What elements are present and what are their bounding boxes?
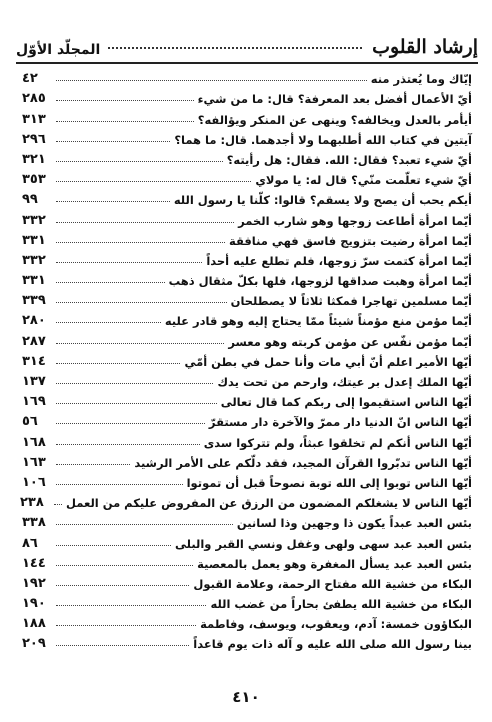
leader-dots (56, 585, 189, 586)
leader-dots (56, 645, 189, 646)
index-entry (22, 470, 472, 490)
entry-page-number: ١٤٤ (22, 555, 46, 571)
entry-text: أيّ شيء تعلّمت منّي؟ قال له: يا مولاي (255, 173, 472, 188)
index-entry (22, 409, 472, 429)
entry-page-number: ٣٣١ (22, 273, 46, 289)
index-entry (22, 591, 472, 611)
leader-dots (56, 121, 194, 122)
leader-dots (56, 605, 206, 606)
leader-dots (56, 464, 130, 465)
entry-text: بئس العبد عبداً يكون ذا وجهين وذا لسانين (236, 516, 472, 531)
leader-dots (56, 201, 170, 202)
entry-page-number: ١٦٣ (22, 454, 46, 470)
entry-page-number: ٣١٣ (22, 111, 46, 127)
index-entry (22, 127, 472, 147)
entry-page-number: ٢٠٩ (22, 636, 46, 652)
leader-dots (56, 100, 194, 101)
entry-text: أيّ الأعمال أفضل بعد المعرفة؟ قال: ما من شيء (197, 92, 472, 107)
index-entry (22, 429, 472, 449)
index-entry (22, 308, 472, 328)
entry-page-number: ٣٣١ (22, 232, 46, 248)
leader-dots (56, 423, 205, 424)
running-header (16, 18, 478, 58)
leader-dots (56, 403, 217, 404)
index-entry (22, 571, 472, 591)
entry-page-number: ٢٩٦ (22, 131, 46, 147)
leader-dots (56, 80, 367, 81)
entry-page-number: ١٦٩ (22, 394, 46, 410)
entry-text: أيّها الناس استقيموا إلى ربكم كما قال تعالى (220, 395, 472, 410)
entry-text: بينا رسول الله صلى الله عليه و آله ذات يوم قاعداً (193, 637, 472, 652)
page-number: ٤١٠ (232, 688, 260, 706)
leader-dots (56, 161, 223, 162)
entry-page-number: ١٦٨ (22, 434, 46, 450)
leader-dots (56, 222, 234, 223)
entry-text: البكاء من خشية الله مفتاح الرحمة، وعلامة القبول (193, 576, 472, 591)
entry-text: أيّما امرأة أطاعت زوجها وهو شارب الخمر (238, 213, 472, 228)
entry-page-number: ١٨٨ (22, 616, 46, 632)
index-entry (19, 490, 472, 511)
index-entry (22, 248, 472, 268)
leader-dots (56, 383, 213, 384)
entry-page-number: ٣٣٢ (22, 252, 46, 268)
header-rule (16, 62, 478, 64)
entry-text: أيّما امرأة رضيت بتزويج فاسق فهي منافقة (229, 233, 472, 248)
index-entry (22, 228, 472, 248)
leader-dots (56, 363, 180, 364)
leader-dots (56, 343, 224, 344)
entry-text: أيّما امرأة كتمت سرّ زوجها، فلم تطلع عليه أحداً (206, 253, 472, 268)
index-entry (22, 268, 472, 288)
index-entry (22, 147, 472, 167)
index-entry (22, 66, 472, 86)
leader-dots (54, 504, 62, 505)
leader-dots (56, 282, 165, 283)
leader-dots (56, 545, 171, 546)
index-entry (22, 288, 472, 308)
entry-page-number: ٢٨٠ (22, 313, 46, 329)
volume-label: المجلّد الأوّل (16, 42, 101, 58)
entry-page-number: ١٩٠ (22, 596, 46, 612)
entry-page-number: ٣٣٢ (22, 212, 46, 228)
index-entry (22, 349, 472, 369)
index-entry (22, 207, 472, 227)
leader-dots (56, 302, 227, 303)
entry-text: بئس العبد عبد سهى ولهى وغفل ونسي القبر والبلى (175, 536, 472, 551)
entry-page-number: ٥٦ (22, 414, 38, 430)
index-entry (22, 86, 472, 106)
entry-text: البكاء من خشية الله يطفئ بحاراً من غضب الله (210, 597, 472, 612)
entry-text: إيّاك وما يُعتذر منه (370, 72, 472, 87)
entry-text: أيكم يحب أن يصح ولا يسقم؟ قالوا: كلّنا يا رسول الله (173, 193, 472, 208)
entry-page-number: ٢٨٧ (22, 333, 46, 349)
entry-text: أيّها الناس توبوا إلى الله توبة نصوحاً قبل أن تموتوا (186, 475, 472, 490)
entry-text: أيّما مؤمن منع مؤمناً شيئاً ممّا يحتاج إليه وهو قادر عليه (164, 314, 472, 329)
leader-dots (56, 484, 183, 485)
entry-text: آيتين في كتاب الله أطلبهما ولا أجدهما. قال: ما هما؟ (174, 132, 472, 147)
leader-dots (56, 565, 193, 566)
entry-text: أيّها الناس أنكم لم تخلقوا عبثاً، ولم تتركوا سدى (203, 435, 472, 450)
entry-page-number: ٣٣٨ (22, 515, 46, 531)
index-entry (22, 187, 472, 207)
entry-page-number: ٩٩ (22, 192, 38, 208)
entry-page-number: ١٣٧ (22, 374, 46, 389)
index-entry (22, 369, 472, 389)
entry-page-number: ٣٥٣ (22, 172, 46, 188)
entry-text: أيّها الأمير اعلم أنّ أبي مات وأنا حمل في بطن أمّي (184, 354, 472, 369)
entry-text: أيّها الملك إعدل بر عيتك، وارحم من تحت يدك (217, 375, 472, 389)
entry-page-number: ٨٦ (22, 535, 38, 551)
index-entry (22, 510, 472, 530)
leader-dots (56, 444, 200, 445)
index-entry (22, 167, 472, 187)
entry-page-number: ٢٣٨ (19, 495, 44, 511)
leader-dots (56, 242, 225, 243)
index-entries (19, 66, 472, 652)
leader-dots (56, 181, 251, 182)
entry-text: أيّما مؤمن نفّس عن مؤمن كربته وهو معسر (228, 334, 472, 349)
entry-page-number: ٤٢ (22, 71, 38, 87)
entry-page-number: ٣٣٩ (22, 293, 46, 309)
entry-text: أيّها الناس لا يشغلكم المضمون من الرزق عن المفروض عليكم من العمل (65, 496, 472, 511)
book-title: إرشاد القلوب (372, 36, 478, 58)
entry-page-number: ٣٢١ (22, 151, 46, 167)
leader-dots (56, 625, 196, 626)
entry-text: أيأمر بالعدل ويخالفه؟ وينهى عن المنكر ويؤالفه؟ (197, 112, 472, 127)
index-entry (22, 611, 472, 631)
entry-text: بئس العبد عبد يسأل المغفرة وهو يعمل بالمعصية (197, 556, 472, 571)
entry-text: أيّما مسلمين تهاجرا فمكثا ثلاثاً لا يصطلحان (230, 294, 472, 309)
entry-text: أيّما امرأة وهبت صداقها لزوجها، فلها بكلّ مثقال ذهب (168, 274, 472, 289)
index-entry (22, 631, 472, 651)
leader-dots (56, 524, 233, 525)
entry-text: أيّ شيء تعبد؟ فقال: الله. فقال: هل رأيته؟ (226, 152, 472, 167)
entry-page-number: ٢٨٥ (22, 91, 46, 107)
entry-text: البكاؤون خمسة: آدم، ويعقوب، ويوسف، وفاطمة (200, 617, 472, 632)
index-entry (22, 450, 472, 470)
leader-dots (56, 322, 161, 323)
header-leader-dots (108, 47, 362, 49)
entry-text: أيّها الناس انّ الدنيا دار ممرّ والآخرة دار مستقرّ (208, 415, 472, 430)
index-entry (22, 106, 472, 126)
index-entry (22, 530, 472, 550)
index-entry (22, 551, 472, 571)
entry-page-number: ١٠٦ (22, 474, 46, 490)
index-entry (22, 328, 472, 348)
entry-text: أيّها الناس تدبّروا القرآن المجيد، فقد دلّكم على الأمر الرشيد (134, 455, 472, 470)
leader-dots (56, 262, 202, 263)
entry-page-number: ١٩٢ (22, 575, 46, 591)
index-entry (22, 389, 472, 409)
leader-dots (56, 141, 170, 142)
entry-page-number: ٣١٤ (22, 353, 46, 369)
